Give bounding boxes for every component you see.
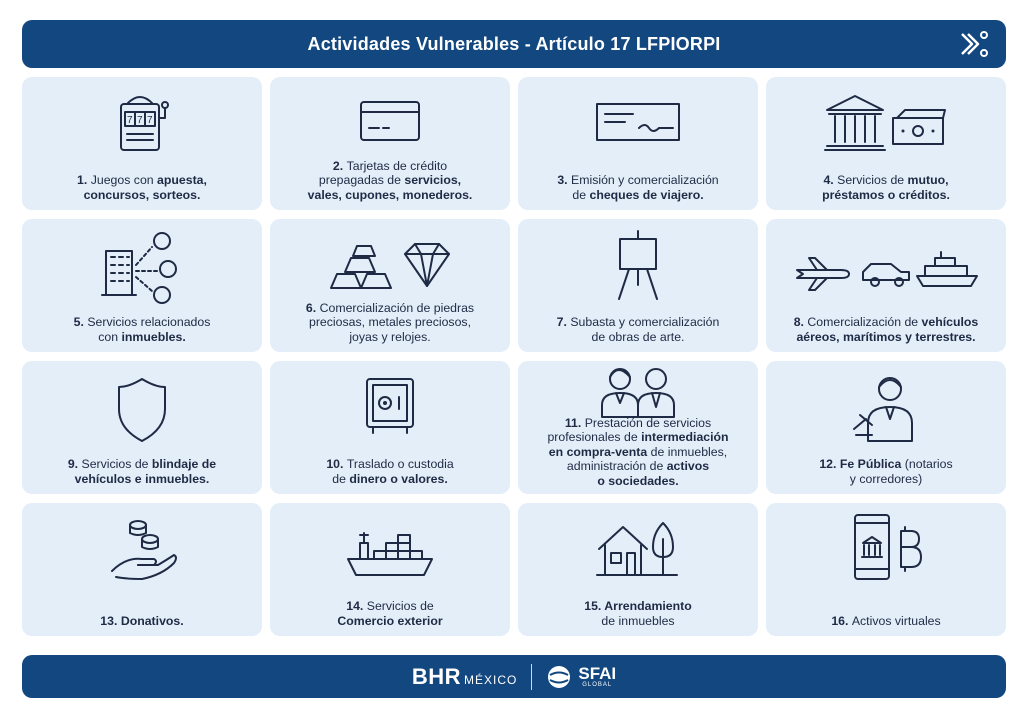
card-number: 16. [831,613,852,628]
card-text: dinero o valores. [349,471,448,486]
card-label [276,599,504,628]
card-text: Emisión y comercialización [571,173,719,187]
card-label [28,315,256,344]
card-text: con [98,329,122,344]
card-1 [22,77,262,210]
bank-money-icon [786,83,986,163]
card-4 [766,77,1006,210]
card-number: 7. [556,315,571,329]
card-label [524,173,752,202]
page-title: Actividades Vulnerables - Artículo 17 LFPIORPI [307,33,721,54]
bhr-logo [412,664,518,690]
card-label [772,614,1000,629]
sfai-globe-icon [546,664,572,690]
card-text: preciosas, metales preciosos, [309,315,471,329]
card-text: y corredores) [849,471,923,486]
card-text: Arrendamiento [604,599,692,613]
card-text: Comercialización de piedras [319,300,475,315]
card-label [772,457,1000,486]
card-text: activos [666,459,710,473]
house-tree-icon [538,509,738,589]
card-label [524,416,752,489]
svg-text:7: 7 [147,115,153,126]
card-label [28,173,256,202]
card-text: de obras de arte. [591,329,685,344]
card-text: de [332,471,350,486]
cheque-icon [538,83,738,163]
card-7 [518,219,758,352]
sfai-logo-sub: GLOBAL [582,682,613,688]
plane-car-ship-icon [786,225,986,305]
sfai-logo-main: SFAI [578,664,617,683]
svg-text:7: 7 [137,115,143,126]
phone-bank-bitcoin-icon [786,509,986,589]
card-text: vehículos e inmuebles. [74,471,210,486]
card-text: cheques de viajero. [589,187,704,202]
shield-icon [42,367,242,447]
card-9 [22,361,262,494]
card-number: 8. [793,315,808,329]
sfai-logo [546,664,616,690]
cargo-ship-icon [290,509,490,589]
card-text: profesionales de [547,430,642,444]
card-text: Subasta y comercialización [570,315,720,329]
card-label [276,457,504,486]
card-text: Prestación de servicios [584,415,712,430]
card-3 [518,77,758,210]
card-text: (notarios [901,457,953,471]
card-text: Traslado o custodia [346,457,454,471]
card-text: de [572,187,590,202]
header-bar [22,20,1006,68]
card-text: joyas y relojes. [349,329,431,344]
card-text: blindaje de [151,457,217,471]
card-number: 13. [100,613,121,628]
card-text: Comercio exterior [337,613,443,628]
card-13 [22,503,262,636]
easel-icon [538,225,738,305]
card-10 [270,361,510,494]
card-text: en compra-venta [548,444,648,459]
card-number: 1. [77,173,91,187]
card-text: Servicios de [81,457,152,471]
card-label [28,614,256,629]
card-label [276,301,504,345]
card-6 [270,219,510,352]
card-number: 4. [823,173,838,187]
card-text: vales, cupones, monederos. [307,187,473,202]
coins-hand-icon [42,509,242,589]
card-text: inmuebles. [121,329,186,344]
card-text: servicios, [404,173,462,187]
logo-icon [958,28,990,60]
card-text: Donativos. [120,613,184,628]
card-text: Servicios de [837,173,908,187]
card-text: Servicios relacionados [87,315,211,329]
card-number: 5. [73,315,88,329]
card-text: intermediación [641,430,729,444]
card-2 [270,77,510,210]
card-5 [22,219,262,352]
activities-grid [22,77,1006,636]
card-text: préstamos o créditos. [822,187,950,202]
professionals-icon [538,363,738,419]
card-text: Activos virtuales [851,613,941,628]
card-label [524,599,752,628]
card-text: Comercialización de [807,315,922,329]
card-11 [518,361,758,494]
card-16 [766,503,1006,636]
card-number: 14. [346,599,367,613]
bhr-logo-main: BHR [411,663,462,689]
safe-icon [290,367,490,447]
card-14 [270,503,510,636]
card-number: 3. [557,173,572,187]
footer-divider [531,664,532,690]
card-text: Servicios de [366,599,434,613]
card-15 [518,503,758,636]
building-people-icon [42,225,242,305]
slot-machine-icon [42,83,242,163]
card-text: de inmuebles [601,613,675,628]
card-12 [766,361,1006,494]
svg-text:7: 7 [127,115,133,126]
card-text: administración de [566,459,667,473]
card-text: Tarjetas de crédito [346,158,448,173]
card-number: 9. [67,457,82,471]
card-text: Fe Pública [839,457,902,471]
card-text: apuesta, [157,173,207,187]
card-number: 12. [819,457,840,471]
card-text: prepagadas de [318,173,405,187]
footer-bar [22,655,1006,698]
card-8 [766,219,1006,352]
gold-diamond-icon [290,225,490,305]
card-number: 10. [326,457,347,471]
bhr-logo-sub: MÉXICO [464,672,518,687]
card-label [772,315,1000,344]
card-text: concursos, sorteos. [83,187,201,202]
card-text: mutuo, [907,173,949,187]
card-text: aéreos, marítimos y terrestres. [796,329,976,344]
card-text: o sociedades. [597,473,679,488]
card-label [524,315,752,344]
card-number: 2. [332,158,347,173]
card-number: 11. [564,415,585,430]
card-text: de inmuebles, [647,444,728,459]
credit-card-icon [290,83,490,163]
card-text: Juegos con [90,173,158,187]
notary-icon [786,367,986,447]
card-label [276,159,504,203]
card-number: 15. [584,599,605,613]
card-label [28,457,256,486]
card-number: 6. [305,300,320,315]
card-label [772,173,1000,202]
card-text: vehículos [921,315,979,329]
